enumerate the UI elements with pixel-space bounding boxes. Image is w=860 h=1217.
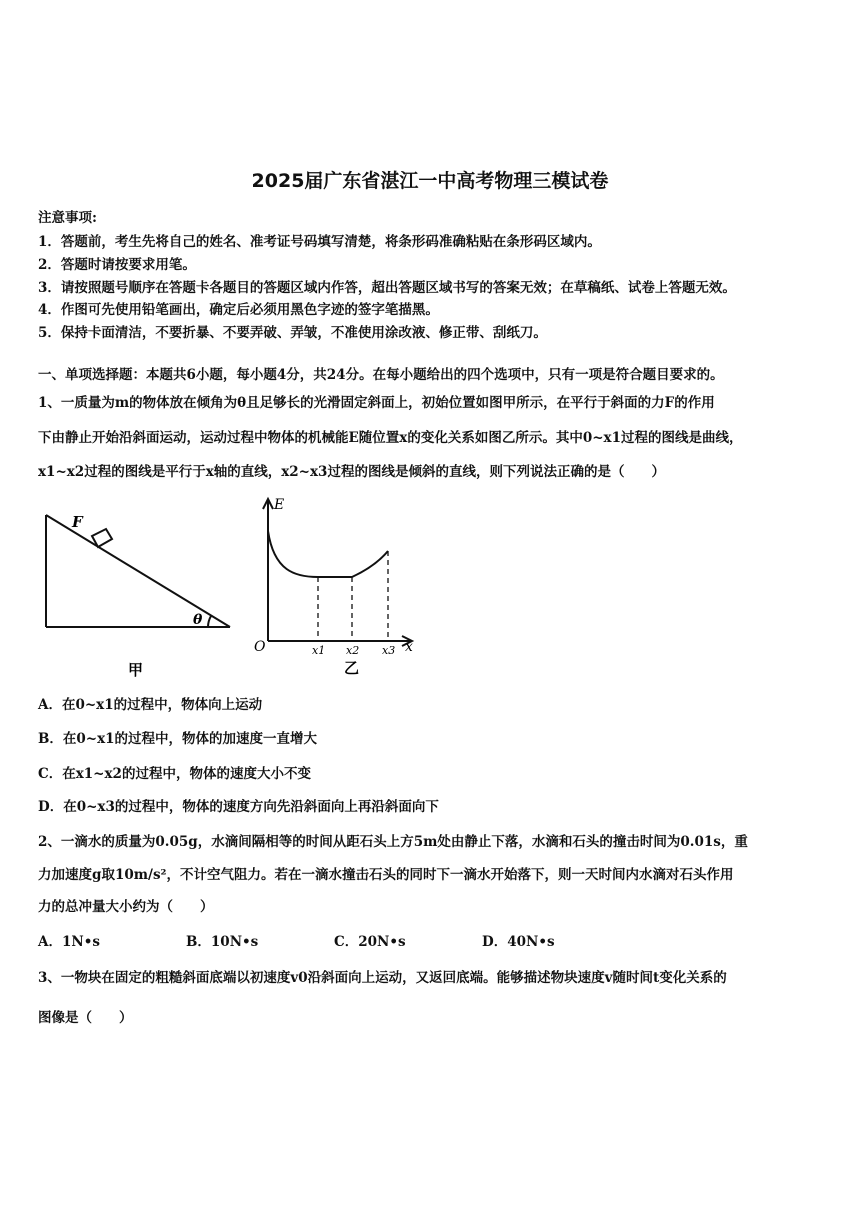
figure-yi: [250, 493, 420, 683]
page-title: 2025届广东省湛江一中高考物理三模试卷: [251, 170, 609, 192]
x-axis-label: x: [405, 639, 413, 655]
question-2-text: 力的总冲量大小约为（ ）: [38, 899, 214, 915]
question-1-text: x1~x2过程的图线是平行于x轴的直线，x2~x3过程的图线是倾斜的直线，则下列说法正确的是（ ）: [38, 464, 665, 480]
force-label: F: [72, 513, 83, 531]
question-1-text: 1、一质量为m的物体放在倾角为θ且足够长的光滑固定斜面上，初始位置如图甲所示，在平行于斜面的力F的作用: [38, 395, 715, 411]
question-3-text: 3、一物块在固定的粗糙斜面底端以初速度v0沿斜面向上运动，又返回底端。能够描述物块速度v随时间t变化关系的: [38, 970, 727, 986]
angle-arc: [208, 616, 211, 627]
q2-option-b: B．10N•s: [186, 934, 259, 950]
incline-slope: [46, 515, 230, 627]
question-1-text: 下由静止开始沿斜面运动，运动过程中物体的机械能E随位置x的变化关系如图乙所示。其中0~x1过程的图线是曲线，: [38, 430, 743, 446]
figure-caption-jia: 甲: [128, 661, 144, 679]
note-item: 2．答题时请按要求用笔。: [38, 257, 196, 273]
q2-option-a: A．1N•s: [38, 934, 100, 950]
note-item: 4．作图可先使用铅笔画出，确定后必须用黑色字迹的签字笔描黑。: [38, 302, 439, 318]
note-item: 3．请按照题号顺序在答题卡各题目的答题区域内作答，超出答题区域书写的答案无效；在草稿纸、试卷上答题无效。: [38, 280, 736, 296]
y-axis-label: E: [274, 497, 285, 513]
tick-label: x3: [382, 644, 396, 657]
q1-option-d: D．在0~x3的过程中，物体的速度方向先沿斜面向上再沿斜面向下: [38, 799, 439, 815]
notes-heading: 注意事项:: [38, 210, 97, 226]
q1-option-a: A．在0~x1的过程中，物体向上运动: [38, 697, 263, 713]
question-2-text: 2、一滴水的质量为0.05g，水滴间隔相等的时间从距石头上方5m处由静止下落，水滴和石头的撞击时间为0.01s，重: [38, 834, 748, 850]
q2-option-c: C．20N•s: [334, 934, 406, 950]
question-2-text: 力加速度g取10m/s²，不计空气阻力。若在一滴水撞击石头的同时下一滴水开始落下，则一天时间内水滴对石头作用: [38, 867, 734, 883]
section-heading: 一、单项选择题：本题共6小题，每小题4分，共24分。在每小题给出的四个选项中，只有一项是符合题目要求的。: [38, 367, 724, 383]
figure-caption-yi: 乙: [344, 659, 360, 677]
tick-label: x1: [312, 644, 326, 657]
q2-options: [38, 930, 555, 950]
origin-label: O: [254, 639, 266, 655]
energy-curve: [268, 531, 388, 577]
note-item: 5．保持卡面清洁，不要折暴、不要弄破、弄皱，不准使用涂改液、修正带、刮纸刀。: [38, 325, 547, 341]
q1-option-b: B．在0~x1的过程中，物体的加速度一直增大: [38, 731, 318, 747]
q2-option-d: D．40N•s: [482, 934, 555, 950]
figure-jia: [40, 505, 240, 685]
note-item: 1．答题前，考生先将自己的姓名、准考证号码填写清楚，将条形码准确粘贴在条形码区域内。: [38, 234, 601, 250]
question-3-text: 图像是（ ）: [38, 1010, 133, 1026]
angle-label: θ: [193, 612, 203, 628]
tick-label: x2: [346, 644, 360, 657]
q1-option-c: C．在x1~x2的过程中，物体的速度大小不变: [38, 766, 311, 782]
